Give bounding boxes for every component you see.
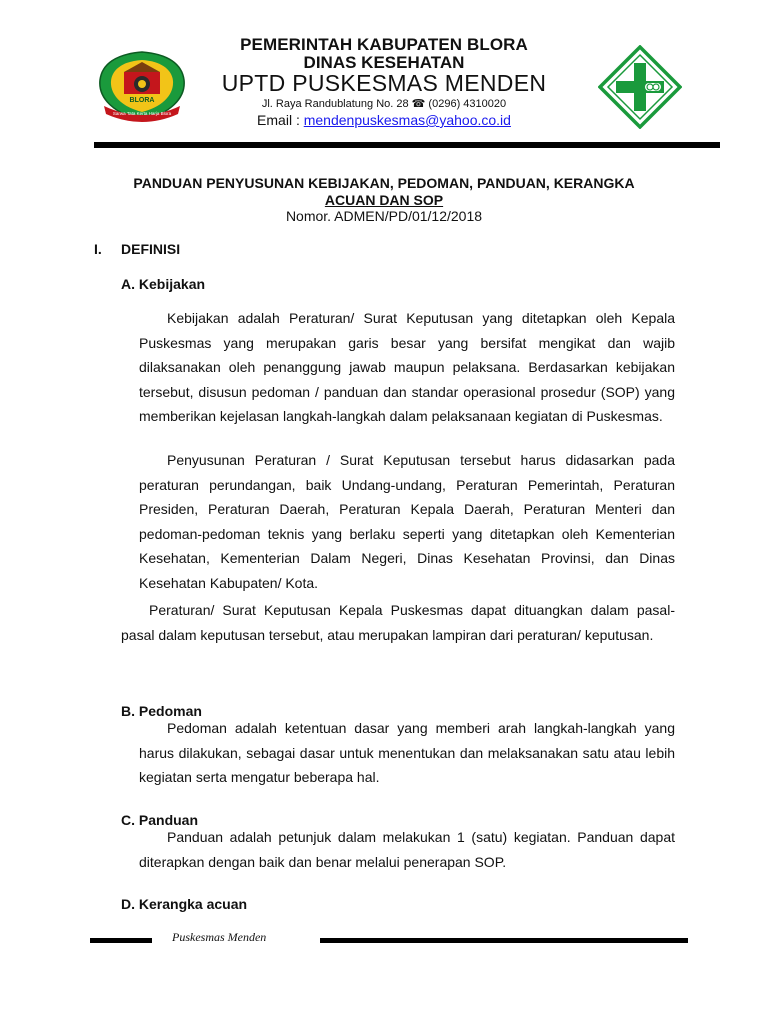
header-email-line xyxy=(0,112,768,128)
paragraph-kebijakan-1: Kebijakan adalah Peraturan/ Surat Keputusan yang ditetapkan oleh Kepala Puskesmas yang merupakan garis besar yang bersifat mengikat dan wajib dilaksanakan oleh penanggung jawab maupun pelaksana. Berdasarkan kebijakan tersebut, disusun pedoman / panduan dan standar operasional prosedur (SOP) yang memberikan kejelasan langkah-langkah dalam pelaksanaan kegiatan di Puskesmas. xyxy=(139,310,675,424)
subsection-heading-kerangka-acuan: D. Kerangka acuan xyxy=(121,896,248,912)
header-department: DINAS KESEHATAN xyxy=(303,53,465,72)
footer-text: Puskesmas Menden xyxy=(172,930,267,944)
document-number: Nomor. ADMEN/PD/01/12/2018 xyxy=(285,208,483,224)
svg-text:Sarwa Tata Kerta Harja Blora: Sarwa Tata Kerta Harja Blora xyxy=(112,111,172,116)
paragraph-panduan: Panduan adalah petunjuk dalam melakukan 1 (satu) kegiatan. Panduan dapat diterapkan dengan baik dan benar melalui penerapan SOP. xyxy=(139,829,675,870)
paragraph-kebijakan-3: Peraturan/ Surat Keputusan Kepala Puskesmas dapat dituangkan dalam pasal-pasal dalam keputusan tersebut, atau merupakan lampiran dari peraturan/ keputusan. xyxy=(121,602,675,643)
footer-rule-right xyxy=(320,938,688,943)
subsection-heading-kebijakan: A. Kebijakan xyxy=(121,276,206,292)
section-title: DEFINISI xyxy=(121,241,181,257)
svg-text:BLORA: BLORA xyxy=(129,97,155,104)
document-title-line2: ACUAN DAN SOP xyxy=(324,192,444,208)
footer-rule-left xyxy=(90,938,152,943)
email-link[interactable]: mendenpuskesmas@yahoo.co.id xyxy=(303,112,511,128)
subsection-heading-panduan: C. Panduan xyxy=(121,812,199,828)
section-number: I. xyxy=(94,241,102,257)
document-title-line1: PANDUAN PENYUSUNAN KEBIJAKAN, PEDOMAN, PANDUAN, KERANGKA xyxy=(133,175,635,191)
header-divider xyxy=(94,142,720,148)
subsection-heading-pedoman: B. Pedoman xyxy=(121,703,202,719)
paragraph-pedoman: Pedoman adalah ketentuan dasar yang memberi arah langkah-langkah yang harus dilakukan, sebagai dasar untuk menentukan dan melaksanakan satu atau lebih kegiatan serta mengatur beberapa hal. xyxy=(139,720,675,785)
paragraph-kebijakan-2: Penyusunan Peraturan / Surat Keputusan tersebut harus didasarkan pada peraturan perundangan, baik Undang-undang, Peraturan Pemerintah, Peraturan Presiden, Peraturan Daerah, Peraturan Kepala Daerah, Peraturan Menteri dan pedoman-pedoman teknis yang berlaku seperti yang ditetapkan oleh Kementerian Kesehatan, Kementerian Dalam Negeri, Dinas Kesehatan Provinsi, dan Dinas Kesehatan Kabupaten/ Kota. xyxy=(139,452,675,591)
email-label: Email : xyxy=(257,112,304,128)
header-government: PEMERINTAH KABUPATEN BLORA xyxy=(240,35,528,54)
header-unit-name: UPTD PUSKESMAS MENDEN xyxy=(221,70,547,96)
header-address: Jl. Raya Randublatung No. 28 ☎ (0296) 4310020 xyxy=(261,98,507,110)
